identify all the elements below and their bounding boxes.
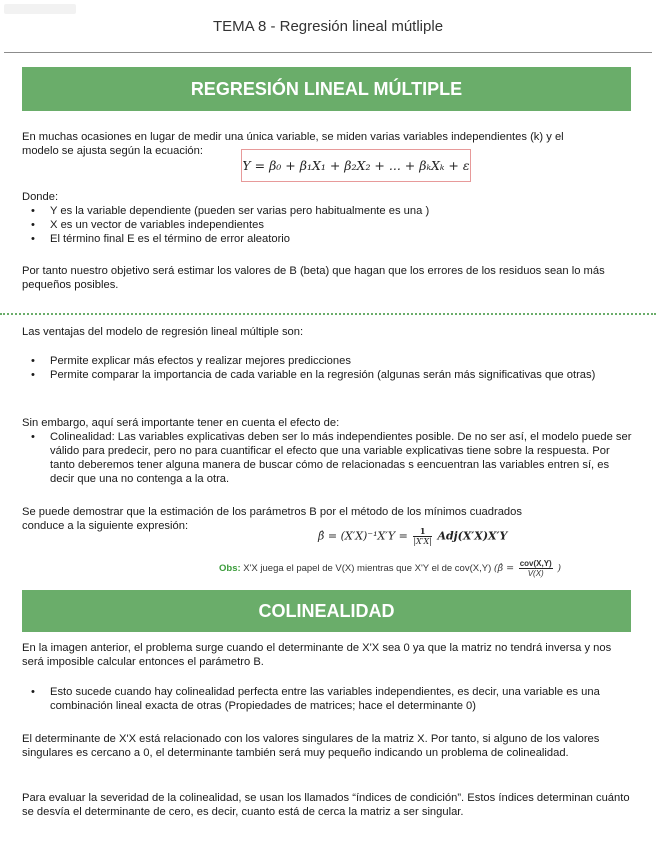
demostrar-line-2: conduce a la siguiente expresión: <box>22 520 189 532</box>
header-divider <box>4 52 652 53</box>
dotted-divider <box>0 313 656 315</box>
list-item: • X es un vector de variables independientes <box>22 218 634 232</box>
list-item: • Permite explicar más efectos y realizar mejores predicciones <box>22 354 634 368</box>
list-item: • El término final E es el término de error aleatorio <box>22 232 634 246</box>
ols-estimator-formula <box>318 527 507 546</box>
obs-formula-left: (β̂ = <box>493 563 515 575</box>
ols-formula-fraction <box>413 527 432 546</box>
donde-list <box>22 204 634 246</box>
colinealidad-list <box>22 430 634 486</box>
regression-equation-text: Y = β₀ + β₁X₁ + β₂X₂ + ... + βₖXₖ + ε <box>242 158 470 173</box>
regression-equation <box>241 149 471 182</box>
sin-embargo-text: Sin embargo, aquí será importante tener en cuenta el efecto de: <box>22 417 340 429</box>
list-item: • Permite comparar la importancia de cada variable en la regresión (algunas serán más significativas que otras) <box>22 368 634 382</box>
list-item: • Colinealidad: Las variables explicativas deben ser lo más independientes posible. De no ser así, el modelo puede ser válido para predecir, pero no para cuantificar el efecto que una variable explicativas tiene sobre la respuesta. Por tanto deberemos tener alguna manera de buscar cómo de relacionadas s eencuentran las variables entren sí, es decir que una no contenga a la otra. <box>22 430 634 486</box>
ols-formula-right: Adj(X′X)X′Y <box>437 529 508 543</box>
observation-note <box>219 559 561 578</box>
colinealidad-paragraph-3: Para evaluar la severidad de la colinealidad, se usan los llamados “índices de condición”. Estos índices determinan cuánto se desvía el determinante de cero, es decir, cuanto está de cerca la matriz a ser singular. <box>22 792 630 818</box>
obs-formula-fraction <box>519 559 553 578</box>
obs-label: Obs: <box>219 563 241 575</box>
obs-text: X'X juega el papel de V(X) mientras que X'Y el de cov(X,Y) <box>243 563 492 575</box>
donde-label: Donde: <box>22 191 59 203</box>
page-title: TEMA 8 - Regresión lineal mútliple <box>212 18 444 35</box>
demostrar-line-1: Se puede demostrar que la estimación de los parámetros B por el método de los mínimos cuadrados <box>22 506 522 518</box>
fraction-denominator: V(X) <box>527 569 544 578</box>
window-tab <box>4 4 76 14</box>
fraction-numerator: 1 <box>413 527 432 537</box>
intro-line-2: modelo se ajusta según la ecuación: <box>22 145 203 157</box>
colinealidad-paragraph-1: En la imagen anterior, el problema surge cuando el determinante de X'X sea 0 ya que la matriz no tendrá inversa y nos será imposible calcular entonces el parámetro B. <box>22 642 612 668</box>
section-banner-colinealidad: COLINEALIDAD <box>22 590 631 632</box>
ventajas-list <box>22 354 634 382</box>
objective-text: Por tanto nuestro objetivo será estimar los valores de B (beta) que hagan que los errores de los residuos sean lo más pequeños posibles. <box>22 265 605 291</box>
fraction-numerator: cov(X,Y) <box>519 559 552 568</box>
obs-formula-right: ) <box>557 563 562 575</box>
ventajas-intro: Las ventajas del modelo de regresión lineal múltiple son: <box>22 326 304 338</box>
intro-line-1: En muchas ocasiones en lugar de medir una única variable, se miden varias variables independientes (k) y el <box>22 131 564 143</box>
list-item: • Esto sucede cuando hay colinealidad perfecta entre las variables independientes, es decir, una variable es una combinación lineal exacta de otras (Propiedades de matrices; hace el determinante 0) <box>22 685 634 713</box>
fraction-denominator: |X′X| <box>413 537 432 546</box>
colinealidad-paragraph-2: El determinante de X'X está relacionado con los valores singulares de la matriz X. Por tanto, si alguno de los valores singulares es cercano a 0, el determinante también será muy pequeño indicando un problema de colinealidad. <box>22 733 600 759</box>
colinealidad-bullet-list <box>22 685 634 713</box>
ols-formula-left: β̂ = (X′X)⁻¹X′Y = <box>318 529 408 543</box>
section-banner-regresion: REGRESIÓN LINEAL MÚLTIPLE <box>22 67 631 111</box>
list-item: • Y es la variable dependiente (pueden ser varias pero habitualmente es una ) <box>22 204 634 218</box>
